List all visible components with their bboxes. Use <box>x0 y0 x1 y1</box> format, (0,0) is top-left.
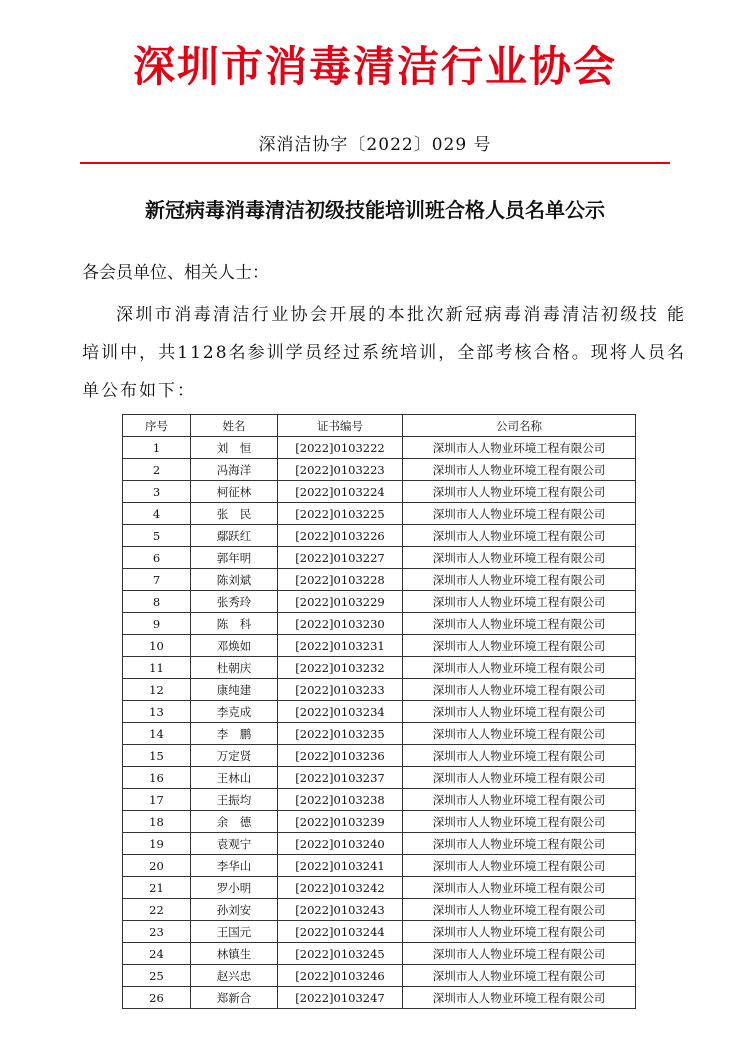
cell-cert-number: [2022]0103227 <box>278 547 403 569</box>
table-row <box>123 899 636 921</box>
cell-serial: 5 <box>123 525 191 547</box>
table-row <box>123 569 636 591</box>
table-row <box>123 679 636 701</box>
cell-name: 康纯建 <box>191 679 278 701</box>
cell-serial: 2 <box>123 459 191 481</box>
cell-name: 林镇生 <box>191 943 278 965</box>
cell-cert-number: [2022]0103229 <box>278 591 403 613</box>
cell-name: 王国元 <box>191 921 278 943</box>
cell-name: 陈 科 <box>191 613 278 635</box>
cell-cert-number: [2022]0103237 <box>278 767 403 789</box>
cell-serial: 3 <box>123 481 191 503</box>
cell-company: 深圳市人人物业环境工程有限公司 <box>403 657 636 679</box>
cell-serial: 13 <box>123 701 191 723</box>
cell-name: 郑新合 <box>191 987 278 1009</box>
cell-name: 郭年明 <box>191 547 278 569</box>
cell-cert-number: [2022]0103228 <box>278 569 403 591</box>
table-row <box>123 943 636 965</box>
cell-company: 深圳市人人物业环境工程有限公司 <box>403 921 636 943</box>
salutation: 各会员单位、相关人士： <box>82 263 269 283</box>
cell-company: 深圳市人人物业环境工程有限公司 <box>403 525 636 547</box>
cell-cert-number: [2022]0103246 <box>278 965 403 987</box>
document-title: 新冠病毒消毒清洁初级技能培训班合格人员名单公示 <box>145 198 605 222</box>
cell-company: 深圳市人人物业环境工程有限公司 <box>403 833 636 855</box>
cell-name: 张秀玲 <box>191 591 278 613</box>
cell-cert-number: [2022]0103238 <box>278 789 403 811</box>
cell-cert-number: [2022]0103233 <box>278 679 403 701</box>
cell-cert-number: [2022]0103245 <box>278 943 403 965</box>
cell-name: 余 德 <box>191 811 278 833</box>
table-row <box>123 767 636 789</box>
table-row <box>123 789 636 811</box>
table-row <box>123 701 636 723</box>
cell-serial: 6 <box>123 547 191 569</box>
table-row <box>123 745 636 767</box>
cell-name: 罗小明 <box>191 877 278 899</box>
table-row <box>123 987 636 1009</box>
cell-company: 深圳市人人物业环境工程有限公司 <box>403 899 636 921</box>
header-company: 公司名称 <box>403 415 636 437</box>
cell-cert-number: [2022]0103230 <box>278 613 403 635</box>
cell-cert-number: [2022]0103240 <box>278 833 403 855</box>
cell-serial: 10 <box>123 635 191 657</box>
cell-company: 深圳市人人物业环境工程有限公司 <box>403 679 636 701</box>
cell-serial: 25 <box>123 965 191 987</box>
cell-name: 赵兴忠 <box>191 965 278 987</box>
cell-name: 鄢跃红 <box>191 525 278 547</box>
cell-cert-number: [2022]0103226 <box>278 525 403 547</box>
cell-name: 王林山 <box>191 767 278 789</box>
table-row <box>123 723 636 745</box>
cell-company: 深圳市人人物业环境工程有限公司 <box>403 503 636 525</box>
cell-serial: 4 <box>123 503 191 525</box>
cell-serial: 20 <box>123 855 191 877</box>
cell-serial: 22 <box>123 899 191 921</box>
cell-serial: 7 <box>123 569 191 591</box>
table-row <box>123 921 636 943</box>
cell-company: 深圳市人人物业环境工程有限公司 <box>403 591 636 613</box>
cell-name: 冯海洋 <box>191 459 278 481</box>
table-row <box>123 855 636 877</box>
cell-cert-number: [2022]0103224 <box>278 481 403 503</box>
cell-name: 李华山 <box>191 855 278 877</box>
cell-company: 深圳市人人物业环境工程有限公司 <box>403 811 636 833</box>
cell-name: 张 民 <box>191 503 278 525</box>
table-row <box>123 833 636 855</box>
cell-cert-number: [2022]0103239 <box>278 811 403 833</box>
table-row <box>123 459 636 481</box>
table-row <box>123 657 636 679</box>
cell-name: 邓焕如 <box>191 635 278 657</box>
roster-table <box>122 414 636 1009</box>
table-row <box>123 591 636 613</box>
table-row <box>123 877 636 899</box>
cell-company: 深圳市人人物业环境工程有限公司 <box>403 745 636 767</box>
cell-cert-number: [2022]0103241 <box>278 855 403 877</box>
cell-serial: 19 <box>123 833 191 855</box>
cell-cert-number: [2022]0103236 <box>278 745 403 767</box>
cell-cert-number: [2022]0103234 <box>278 701 403 723</box>
cell-cert-number: [2022]0103223 <box>278 459 403 481</box>
cell-company: 深圳市人人物业环境工程有限公司 <box>403 547 636 569</box>
cell-name: 袁观宁 <box>191 833 278 855</box>
cell-serial: 21 <box>123 877 191 899</box>
table-row <box>123 613 636 635</box>
cell-serial: 9 <box>123 613 191 635</box>
cell-company: 深圳市人人物业环境工程有限公司 <box>403 481 636 503</box>
table-header-row <box>123 415 636 437</box>
cell-company: 深圳市人人物业环境工程有限公司 <box>403 569 636 591</box>
cell-cert-number: [2022]0103222 <box>278 437 403 459</box>
table-row <box>123 503 636 525</box>
cell-name: 孙刘安 <box>191 899 278 921</box>
cell-serial: 16 <box>123 767 191 789</box>
document-number: 深消洁协字〔2022〕029 号 <box>258 135 492 155</box>
cell-company: 深圳市人人物业环境工程有限公司 <box>403 789 636 811</box>
cell-cert-number: [2022]0103225 <box>278 503 403 525</box>
table-row <box>123 635 636 657</box>
cell-serial: 18 <box>123 811 191 833</box>
cell-serial: 12 <box>123 679 191 701</box>
cell-serial: 1 <box>123 437 191 459</box>
cell-name: 万定贤 <box>191 745 278 767</box>
table-row <box>123 965 636 987</box>
cell-name: 李克成 <box>191 701 278 723</box>
table-row <box>123 525 636 547</box>
table-row <box>123 437 636 459</box>
cell-name: 陈刘斌 <box>191 569 278 591</box>
cell-name: 杜朝庆 <box>191 657 278 679</box>
cell-cert-number: [2022]0103247 <box>278 987 403 1009</box>
cell-company: 深圳市人人物业环境工程有限公司 <box>403 635 636 657</box>
header-serial: 序号 <box>123 415 191 437</box>
cell-serial: 15 <box>123 745 191 767</box>
cell-company: 深圳市人人物业环境工程有限公司 <box>403 987 636 1009</box>
cell-name: 柯征林 <box>191 481 278 503</box>
cell-serial: 17 <box>123 789 191 811</box>
table-row <box>123 811 636 833</box>
cell-cert-number: [2022]0103235 <box>278 723 403 745</box>
table-body <box>123 437 636 1009</box>
cell-cert-number: [2022]0103231 <box>278 635 403 657</box>
cell-company: 深圳市人人物业环境工程有限公司 <box>403 723 636 745</box>
cell-cert-number: [2022]0103244 <box>278 921 403 943</box>
cell-serial: 8 <box>123 591 191 613</box>
cell-company: 深圳市人人物业环境工程有限公司 <box>403 855 636 877</box>
cell-serial: 14 <box>123 723 191 745</box>
cell-name: 王振均 <box>191 789 278 811</box>
cell-company: 深圳市人人物业环境工程有限公司 <box>403 613 636 635</box>
red-divider <box>80 162 670 164</box>
table-row <box>123 481 636 503</box>
cell-serial: 11 <box>123 657 191 679</box>
table-row <box>123 547 636 569</box>
cell-company: 深圳市人人物业环境工程有限公司 <box>403 767 636 789</box>
cell-company: 深圳市人人物业环境工程有限公司 <box>403 459 636 481</box>
cell-company: 深圳市人人物业环境工程有限公司 <box>403 437 636 459</box>
cell-serial: 23 <box>123 921 191 943</box>
cell-company: 深圳市人人物业环境工程有限公司 <box>403 943 636 965</box>
cell-company: 深圳市人人物业环境工程有限公司 <box>403 701 636 723</box>
cell-company: 深圳市人人物业环境工程有限公司 <box>403 965 636 987</box>
header-name: 姓名 <box>191 415 278 437</box>
header-cert-number: 证书编号 <box>278 415 403 437</box>
cell-cert-number: [2022]0103242 <box>278 877 403 899</box>
cell-cert-number: [2022]0103232 <box>278 657 403 679</box>
cell-cert-number: [2022]0103243 <box>278 899 403 921</box>
body-paragraph: 深圳市消毒清洁行业协会开展的本批次新冠病毒消毒清洁初级技 能培训中，共1128名参训学员经过系统培训，全部考核合格。现将人员名单公布如下： <box>82 305 686 401</box>
organization-header: 深圳市消毒清洁行业协会 <box>132 42 617 91</box>
cell-serial: 26 <box>123 987 191 1009</box>
cell-serial: 24 <box>123 943 191 965</box>
cell-company: 深圳市人人物业环境工程有限公司 <box>403 877 636 899</box>
cell-name: 刘 恒 <box>191 437 278 459</box>
cell-name: 李 鹏 <box>191 723 278 745</box>
